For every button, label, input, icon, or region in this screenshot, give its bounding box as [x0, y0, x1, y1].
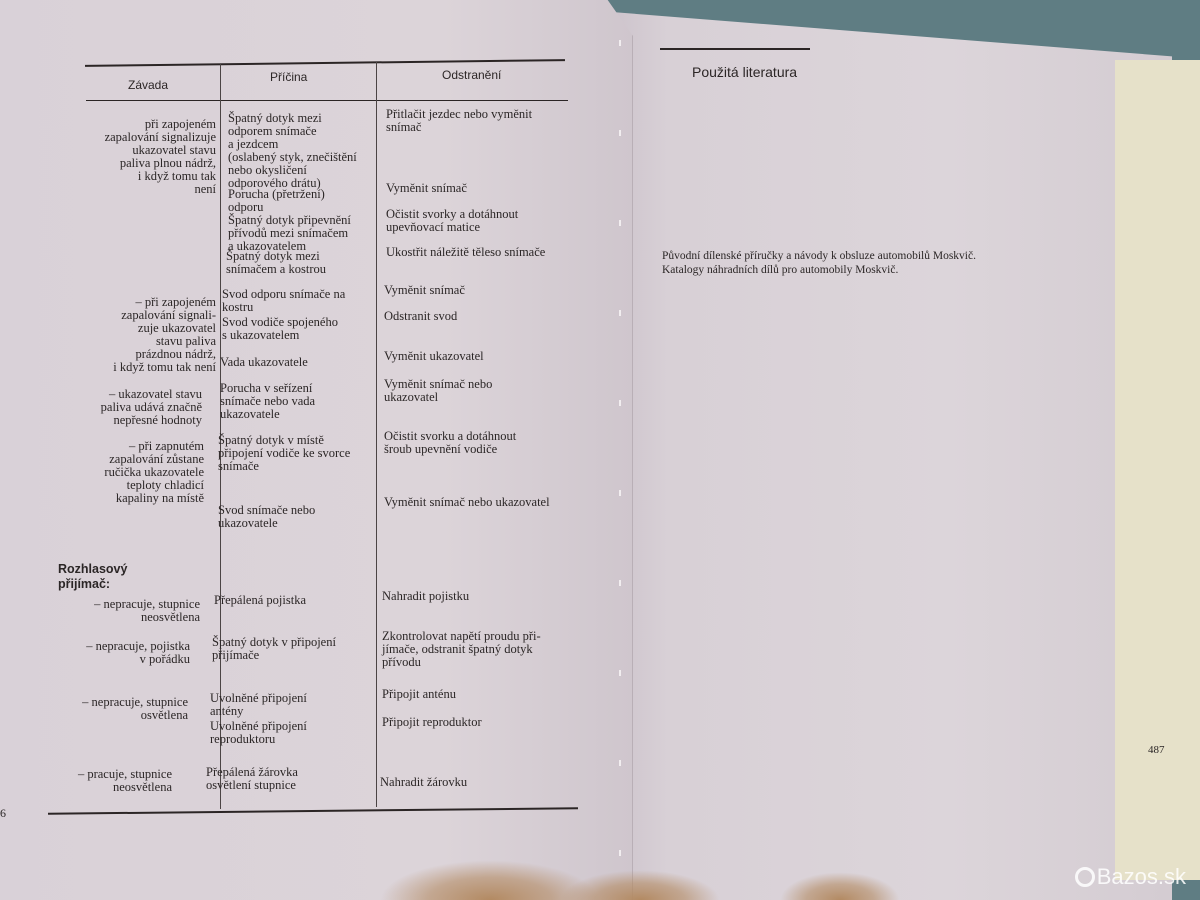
table-row-cause: Porucha v seřízení snímače nebo vada ukazovatele — [220, 381, 316, 421]
table-row-remedy: Očistit svorku a dotáhnout šroub upevnění vodiče — [384, 429, 517, 456]
table-header-rule — [86, 100, 568, 101]
table-row-cause: Špatný dotyk mezi snímačem a kostrou — [226, 249, 326, 276]
table-row-remedy: Připojit anténu — [382, 687, 456, 701]
section-heading: Rozhlasový přijímač: — [58, 562, 128, 591]
table-row-fault: – nepracuje, stupnice osvětlena — [82, 695, 188, 722]
table-row-cause: Porucha (přetržení) odporu — [228, 187, 325, 214]
table-row-remedy: Vyměnit snímač nebo ukazovatel — [384, 495, 550, 509]
table-row-fault: při zapojeném zapalování signalizuje ukazovatel stavu paliva plnou nádrž, i když tomu tak není — [104, 117, 216, 196]
table-row-cause: Svod snímače nebo ukazovatele — [218, 503, 316, 530]
table-row-remedy: Vyměnit snímač — [384, 283, 465, 297]
page-edge — [1115, 60, 1200, 880]
water-stain — [560, 870, 720, 900]
watermark-text: Bazos.sk — [1096, 864, 1186, 889]
table-row-remedy: Vyměnit snímač nebo ukazovatel — [384, 377, 493, 404]
table-row-cause: Svod vodiče spojeného s ukazovatelem — [222, 315, 338, 342]
table-row-fault: – nepracuje, pojistka v pořádku — [86, 639, 190, 666]
right-page — [612, 12, 1172, 900]
table-row-cause: Přepálená pojistka — [214, 593, 306, 607]
table-row-remedy: Zkontrolovat napětí proudu při- jímače, odstranit špatný dotyk přívodu — [382, 629, 541, 669]
header-remedy: Odstranění — [442, 68, 502, 82]
table-row-fault: – pracuje, stupnice neosvětlena — [77, 767, 172, 794]
header-fault: Závada — [128, 78, 169, 92]
table-row-cause: Přepálená žárovka osvětlení stupnice — [206, 765, 298, 792]
table-row-cause: Uvolněné připojení reproduktoru — [210, 719, 307, 746]
table-row-remedy: Vyměnit ukazovatel — [384, 349, 484, 363]
literature-rule — [660, 48, 810, 50]
table-row-cause: Špatný dotyk v místě připojení vodiče ke svorce snímače — [218, 433, 351, 473]
table-row-cause: Špatný dotyk mezi odporem snímače a jezdcem (oslabený styk, znečištění nebo okysličení odporového drátu) — [228, 111, 357, 190]
table-row-remedy: Nahradit žárovku — [380, 775, 468, 789]
table-row-remedy: Připojit reproduktor — [382, 715, 482, 729]
table-row-fault: – při zapnutém zapalování zůstane ručička ukazovatele teploty chladicí kapaliny na místě — [104, 439, 204, 505]
table-row-fault: – při zapojeném zapalování signali- zuje ukazovatel stavu paliva prázdnou nádrž, i když tomu tak není — [113, 295, 216, 374]
table-row-fault: – ukazovatel stavu paliva udává značně nepřesné hodnoty — [100, 387, 202, 427]
table-row-remedy: Přitlačit jezdec nebo vyměnit snímač — [386, 107, 533, 134]
table-row-cause: Svod odporu snímače na kostru — [222, 287, 346, 314]
left-page-number: 6 — [0, 806, 6, 820]
table-row-cause: Špatný dotyk v připojení přijímače — [212, 635, 336, 662]
literature-item: Katalogy náhradních dílů pro automobily Moskvič. — [662, 264, 899, 276]
binding-stitch — [619, 40, 621, 860]
table-row-cause: Vada ukazovatele — [220, 355, 308, 369]
table-row-remedy: Vyměnit snímač — [386, 181, 467, 195]
page-title: Použitá literatura — [692, 64, 798, 80]
table-row-remedy: Nahradit pojistku — [382, 589, 470, 603]
table-row-remedy: Očistit svorky a dotáhnout upevňovací matice — [386, 207, 519, 234]
watermark — [1075, 864, 1186, 890]
table-row-remedy: Ukostřit náležitě těleso snímače — [386, 245, 546, 259]
table-row-cause: Špatný dotyk připevnění přívodů mezi snímačem a ukazovatelem — [228, 213, 351, 253]
table-row-remedy: Odstranit svod — [384, 309, 458, 323]
table-row-fault: – nepracuje, stupnice neosvětlena — [94, 597, 200, 624]
literature-item: Původní dílenské příručky a návody k obsluze automobilů Moskvič. — [662, 250, 976, 262]
bazos-logo-icon — [1075, 867, 1095, 887]
water-stain — [780, 872, 900, 900]
table-row-cause: Uvolněné připojení antény — [210, 691, 307, 718]
header-cause: Příčina — [270, 70, 308, 84]
right-page-number: 487 — [1148, 744, 1165, 756]
